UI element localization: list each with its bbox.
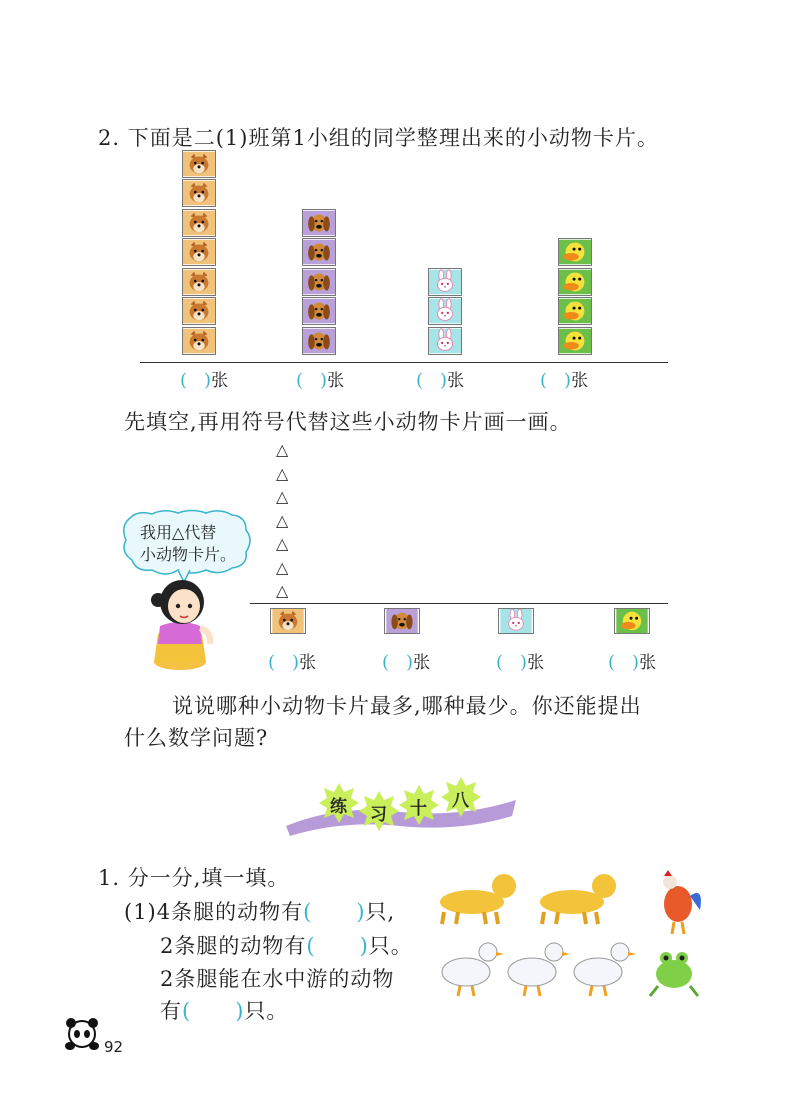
- dog-card: [182, 150, 216, 178]
- duck-illustration-3: [574, 943, 636, 996]
- rabbit-card: [428, 297, 462, 325]
- puppy-count-blank[interactable]: [296, 366, 344, 391]
- puppy-card: [302, 327, 336, 355]
- title-star: [358, 790, 400, 832]
- paren-close: ): [632, 652, 640, 673]
- paren-close: ): [292, 652, 300, 673]
- unit-label: 张: [327, 371, 345, 391]
- speech-line-2: 小动物卡片。: [140, 545, 237, 564]
- page-number: 92: [104, 1038, 124, 1056]
- duck-card: [558, 238, 592, 266]
- q1-line-3: 2条腿能在水中游的动物: [160, 967, 395, 991]
- exercise-title-char: 习: [370, 805, 387, 825]
- animal-card-chart: [0, 0, 800, 400]
- instruction-text: 先填空,再用符号代替这些小动物卡片画一画。: [124, 410, 572, 434]
- q1-line-1: [124, 896, 395, 926]
- answer-blank-1[interactable]: [303, 900, 365, 924]
- q1-line4-suffix: 只。: [244, 999, 289, 1023]
- paren-open: (: [268, 652, 276, 673]
- q1-line1-suffix: 只,: [365, 900, 396, 924]
- unit-label: 张: [571, 371, 589, 391]
- dog-card: [182, 327, 216, 355]
- paren-open: (: [296, 370, 304, 391]
- paren-close: ): [204, 370, 212, 391]
- question-line-1: 说说哪种小动物卡片最多,哪种最少。你还能提出: [172, 694, 642, 718]
- panda-icon: [62, 1014, 102, 1054]
- question-2-text: 2. 下面是二(1)班第1小组的同学整理出来的小动物卡片。: [98, 126, 659, 150]
- q1-line1-prefix: (1)4条腿的动物有: [124, 900, 304, 924]
- title-star: [318, 782, 360, 824]
- puppy-count-blank[interactable]: [382, 648, 430, 673]
- paren-close: ): [359, 934, 369, 958]
- puppy-legend-card: [384, 608, 420, 634]
- paren-open: (: [540, 370, 548, 391]
- dog-count-blank[interactable]: [180, 366, 228, 391]
- paren-close: ): [406, 652, 414, 673]
- puppy-card: [302, 238, 336, 266]
- triangle-symbol: △: [276, 557, 289, 577]
- paren-close: ): [235, 999, 245, 1023]
- paren-close: ): [356, 900, 366, 924]
- paren-close: ): [320, 370, 328, 391]
- dog-card: [182, 297, 216, 325]
- rabbit-legend-card: [498, 608, 534, 634]
- title-star: [398, 784, 440, 826]
- paren-open: (: [306, 934, 316, 958]
- rabbit-card: [428, 268, 462, 296]
- triangle-symbol: △: [276, 440, 289, 459]
- unit-label: 张: [299, 653, 317, 673]
- duck-legend-card: [614, 608, 650, 634]
- dog-illustration-2: [540, 874, 616, 924]
- exercise-title-char: 八: [452, 791, 469, 811]
- q1-line2-suffix: 只。: [368, 934, 413, 958]
- duck-illustration-2: [508, 943, 570, 996]
- speech-bubble: [118, 508, 258, 578]
- q1-text: 1. 分一分,填一填。: [98, 866, 290, 890]
- rabbit-count-blank[interactable]: [416, 366, 464, 391]
- dog-card: [182, 179, 216, 207]
- paren-open: (: [608, 652, 616, 673]
- rooster-illustration: [663, 870, 701, 934]
- paren-open: (: [180, 370, 188, 391]
- triangle-symbol: △: [276, 581, 289, 600]
- dog-card: [182, 209, 216, 237]
- paren-open: (: [496, 652, 504, 673]
- paren-open: (: [303, 900, 313, 924]
- triangle-symbol: △: [276, 510, 289, 530]
- speech-line-1: 我用△代替: [140, 523, 217, 542]
- duck-card: [558, 268, 592, 296]
- dog-illustration-1: [440, 874, 516, 924]
- paren-close: ): [564, 370, 572, 391]
- triangle-symbol: △: [276, 534, 289, 553]
- triangle-symbol: △: [276, 463, 289, 483]
- q1-line-2: [160, 930, 413, 960]
- puppy-card: [302, 297, 336, 325]
- exercise-title-char: 十: [410, 799, 427, 819]
- triangle-symbol: △: [276, 487, 289, 506]
- paren-open: (: [382, 652, 390, 673]
- exercise-title-char: 练: [330, 797, 347, 817]
- animals-illustration: [432, 866, 712, 1006]
- paren-close: ): [440, 370, 448, 391]
- dog-count-blank[interactable]: [268, 648, 316, 673]
- dog-card: [182, 268, 216, 296]
- duck-count-blank[interactable]: [540, 366, 588, 391]
- duck-card: [558, 327, 592, 355]
- paren-open: (: [416, 370, 424, 391]
- puppy-card: [302, 209, 336, 237]
- unit-label: 张: [639, 653, 657, 673]
- title-star: [440, 776, 482, 818]
- rabbit-count-blank[interactable]: [496, 648, 544, 673]
- unit-label: 张: [527, 653, 545, 673]
- unit-label: 张: [211, 371, 229, 391]
- q1-line2-prefix: 2条腿的动物有: [160, 934, 307, 958]
- answer-blank-2[interactable]: [306, 934, 368, 958]
- chart-baseline: [140, 362, 668, 363]
- q1-line-4: [160, 995, 288, 1025]
- puppy-card: [302, 268, 336, 296]
- dog-card: [182, 238, 216, 266]
- rabbit-card: [428, 327, 462, 355]
- paren-close: ): [520, 652, 528, 673]
- girl-illustration: [140, 574, 224, 670]
- unit-label: 张: [447, 371, 465, 391]
- dog-legend-card: [270, 608, 306, 634]
- answer-blank-3[interactable]: [182, 999, 244, 1023]
- q1-line4-prefix: 有: [160, 999, 182, 1023]
- paren-open: (: [182, 999, 192, 1023]
- frog-illustration: [650, 952, 698, 996]
- duck-count-blank[interactable]: [608, 648, 656, 673]
- question-line-2: 什么数学问题?: [124, 726, 269, 750]
- unit-label: 张: [413, 653, 431, 673]
- duck-illustration-1: [442, 943, 504, 996]
- pictograph-baseline: [250, 603, 668, 604]
- duck-card: [558, 297, 592, 325]
